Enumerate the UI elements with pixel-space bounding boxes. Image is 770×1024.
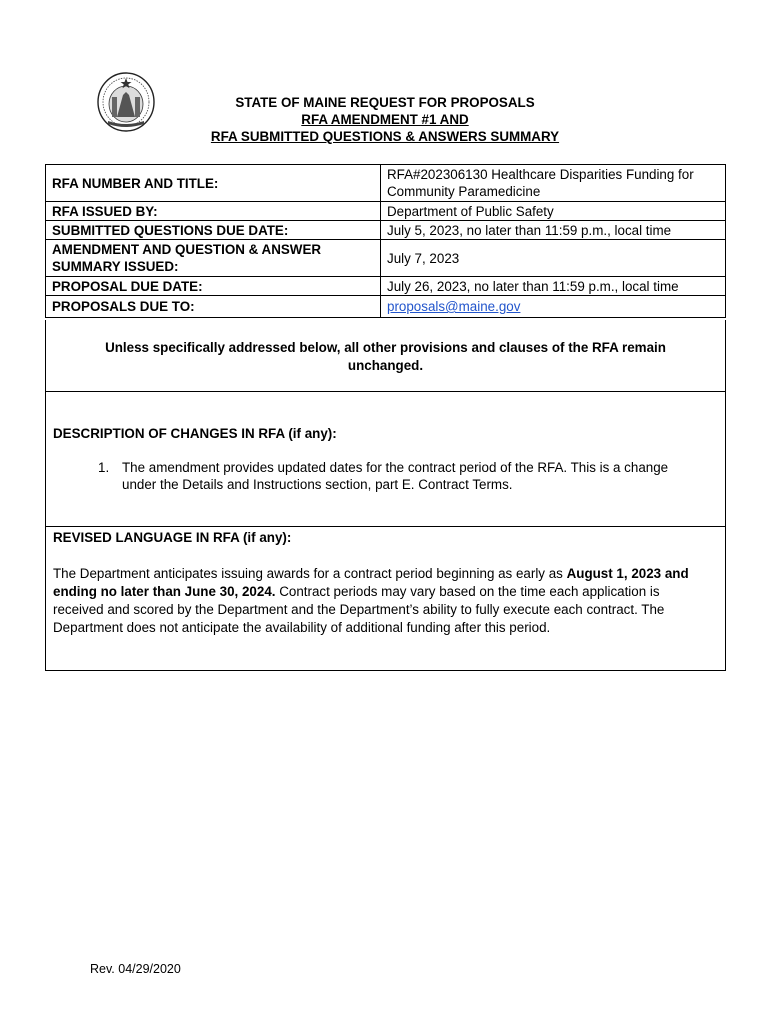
header-title: STATE OF MAINE REQUEST FOR PROPOSALS [235, 95, 535, 110]
table-row [46, 221, 726, 240]
issued-by-label: RFA ISSUED BY: [46, 202, 381, 221]
revised-text-end: Contract periods may vary based on the time each application is received and scored by the Department and the Department’s ability to fully execute each contract. The Department does not anticipate the availability of additional funding after this period. [53, 584, 665, 635]
document-header [150, 94, 620, 145]
questions-due-label: SUBMITTED QUESTIONS DUE DATE: [46, 221, 381, 240]
table-row [46, 240, 726, 277]
proposals-due-to-label: PROPOSALS DUE TO: [46, 296, 381, 318]
notice-box [45, 320, 726, 392]
changes-box [45, 391, 726, 527]
state-seal-logo [96, 71, 156, 133]
issued-by-value: Department of Public Safety [381, 202, 726, 221]
list-item-text: The amendment provides updated dates for the contract period of the RFA. This is a change under the Details and Instructions section, part E. Contract Terms. [122, 460, 669, 492]
notice-text: Unless specifically addressed below, all other provisions and clauses of the RFA remain unchanged. [105, 340, 666, 373]
changes-heading: DESCRIPTION OF CHANGES IN RFA (if any): [53, 426, 337, 441]
proposal-due-value: July 26, 2023, no later than 11:59 p.m., local time [381, 277, 726, 296]
revised-heading: REVISED LANGUAGE IN RFA (if any): [53, 530, 292, 545]
summary-issued-value: July 7, 2023 [381, 240, 726, 277]
proposals-email-link[interactable]: proposals@maine.gov [387, 299, 521, 314]
rfa-info-table [45, 164, 726, 318]
list-item [98, 459, 695, 493]
summary-issued-label: AMENDMENT AND QUESTION & ANSWER SUMMARY ISSUED: [46, 240, 381, 277]
table-row [46, 277, 726, 296]
rfa-number-value: RFA#202306130 Healthcare Disparities Funding for Community Paramedicine [381, 165, 726, 202]
rfa-number-label: RFA NUMBER AND TITLE: [46, 165, 381, 202]
proposal-due-label: PROPOSAL DUE DATE: [46, 277, 381, 296]
table-row [46, 165, 726, 202]
revised-text-start: The Department anticipates issuing awards for a contract period beginning as early as [53, 566, 567, 581]
table-row [46, 296, 726, 318]
revised-paragraph [53, 565, 705, 637]
header-summary: RFA SUBMITTED QUESTIONS & ANSWERS SUMMARY [210, 129, 560, 144]
revised-text-bold: August 1, 2023 and ending no later than June 30, 2024. [53, 566, 689, 599]
header-amendment: RFA AMENDMENT #1 AND [301, 112, 469, 127]
questions-due-value: July 5, 2023, no later than 11:59 p.m., local time [381, 221, 726, 240]
table-row [46, 202, 726, 221]
revision-date: Rev. 04/29/2020 [90, 962, 181, 976]
list-item-number: 1. [98, 460, 110, 475]
revised-language-box [45, 526, 726, 671]
